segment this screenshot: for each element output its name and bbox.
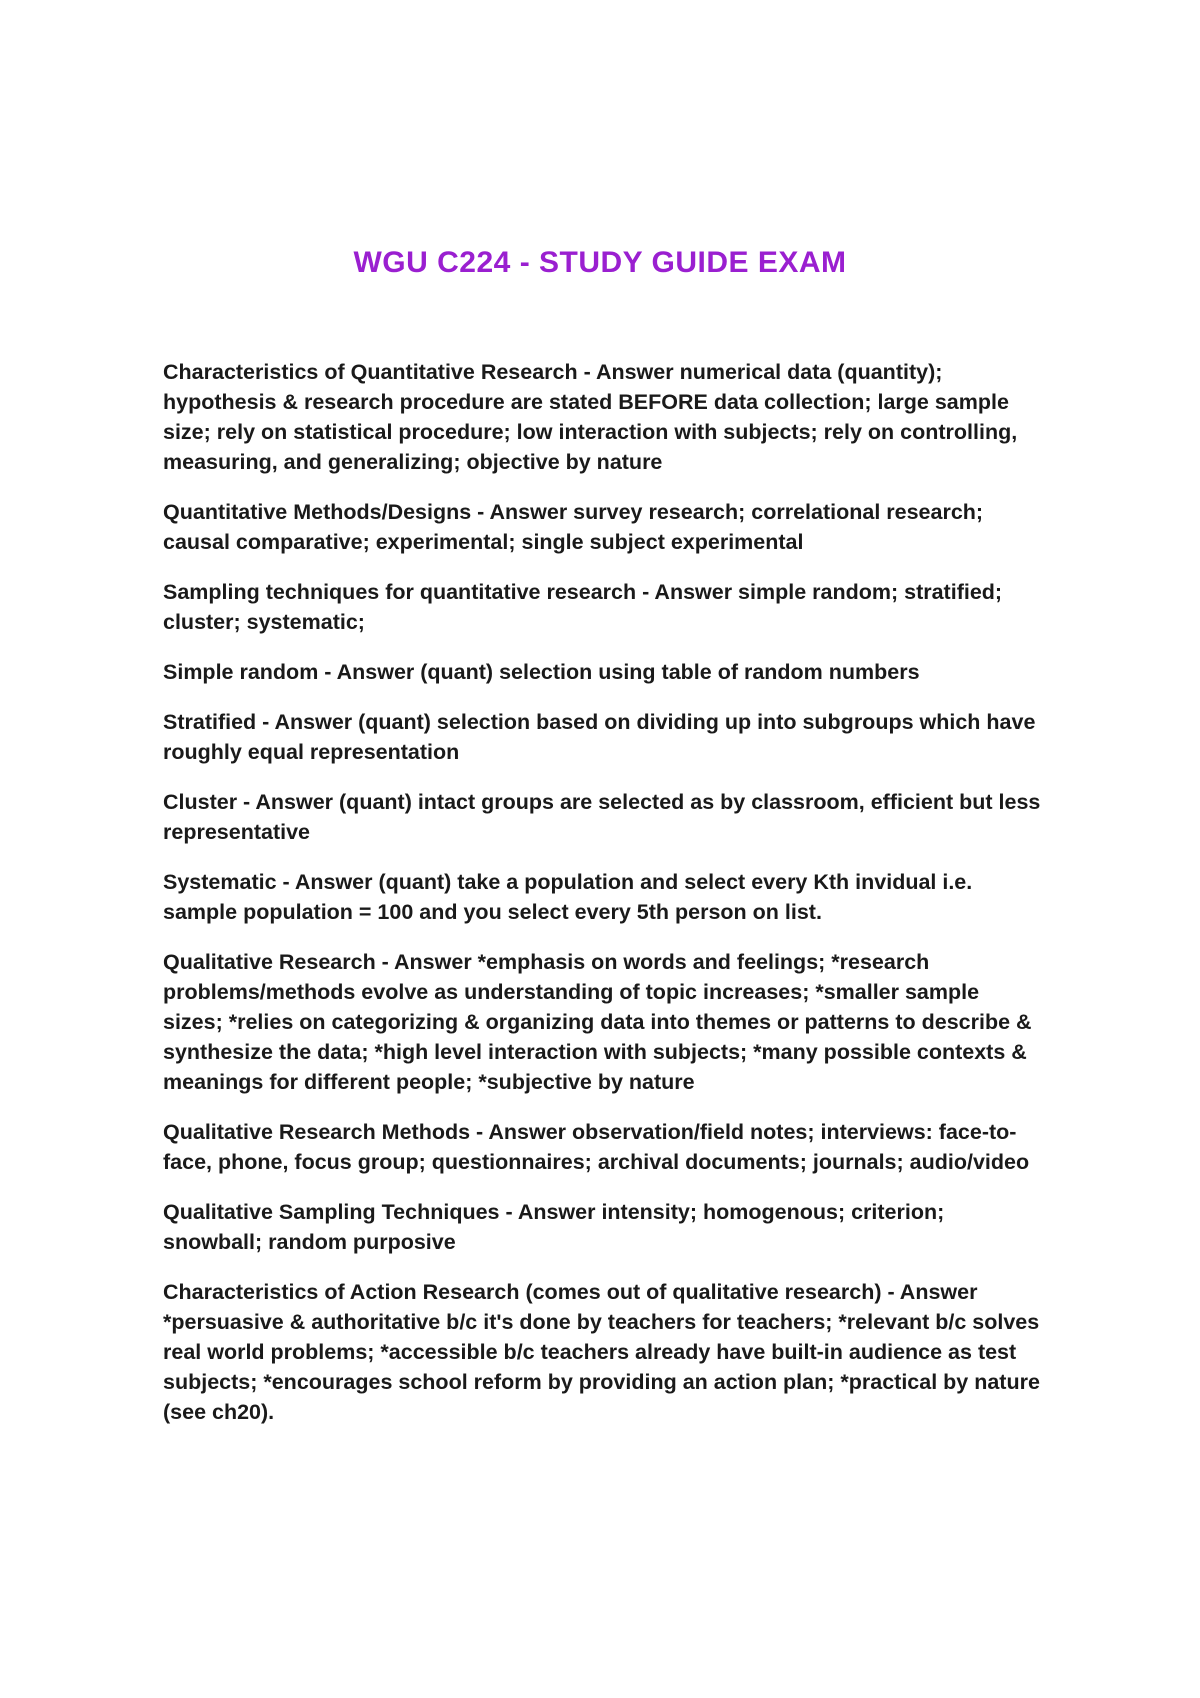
entry-systematic: Systematic - Answer (quant) take a population and select every Kth invidual i.e. sample population = 100 and you select every 5th person on list. bbox=[163, 870, 973, 924]
entry-simple-random: Simple random - Answer (quant) selection using table of random numbers bbox=[163, 660, 920, 684]
entry-cluster: Cluster - Answer (quant) intact groups are selected as by classroom, efficient but less representative bbox=[163, 790, 1041, 844]
page-title: WGU C224 - STUDY GUIDE EXAM bbox=[353, 246, 847, 279]
study-guide-entries bbox=[163, 357, 1043, 1447]
entry-quantitative-sampling: Sampling techniques for quantitative research - Answer simple random; stratified; cluster; systematic; bbox=[163, 580, 1003, 634]
entry-quantitative-characteristics: Characteristics of Quantitative Research - Answer numerical data (quantity); hypothesis & research procedure are stated BEFORE data collection; large sample size; rely on statistical procedure; low interaction with subjects; rely on controlling, measuring, and generalizing; objective by nature bbox=[163, 360, 1018, 474]
entry-quantitative-methods: Quantitative Methods/Designs - Answer survey research; correlational research; causal comparative; experimental; single subject experimental bbox=[163, 500, 984, 554]
entry-qualitative-methods: Qualitative Research Methods - Answer observation/field notes; interviews: face-to-face, phone, focus group; questionnaires; archival documents; journals; audio/video bbox=[163, 1120, 1030, 1174]
entry-qualitative-sampling: Qualitative Sampling Techniques - Answer intensity; homogenous; criterion; snowball; random purposive bbox=[163, 1200, 945, 1254]
entry-action-research: Characteristics of Action Research (comes out of qualitative research) - Answer *persuasive & authoritative b/c it's done by teachers for teachers; *relevant b/c solves real world problems; *accessible b/c teachers already have built-in audience as test subjects; *encourages school reform by providing an action plan; *practical by nature (see ch20). bbox=[163, 1280, 1040, 1424]
entry-qualitative-research: Qualitative Research - Answer *emphasis on words and feelings; *research problems/methods evolve as understanding of topic increases; *smaller sample sizes; *relies on categorizing & organizing data into themes or patterns to describe & synthesize the data; *high level interaction with subjects; *many possible contexts & meanings for different people; *subjective by nature bbox=[163, 950, 1032, 1094]
entry-stratified: Stratified - Answer (quant) selection based on dividing up into subgroups which have roughly equal representation bbox=[163, 710, 1036, 764]
